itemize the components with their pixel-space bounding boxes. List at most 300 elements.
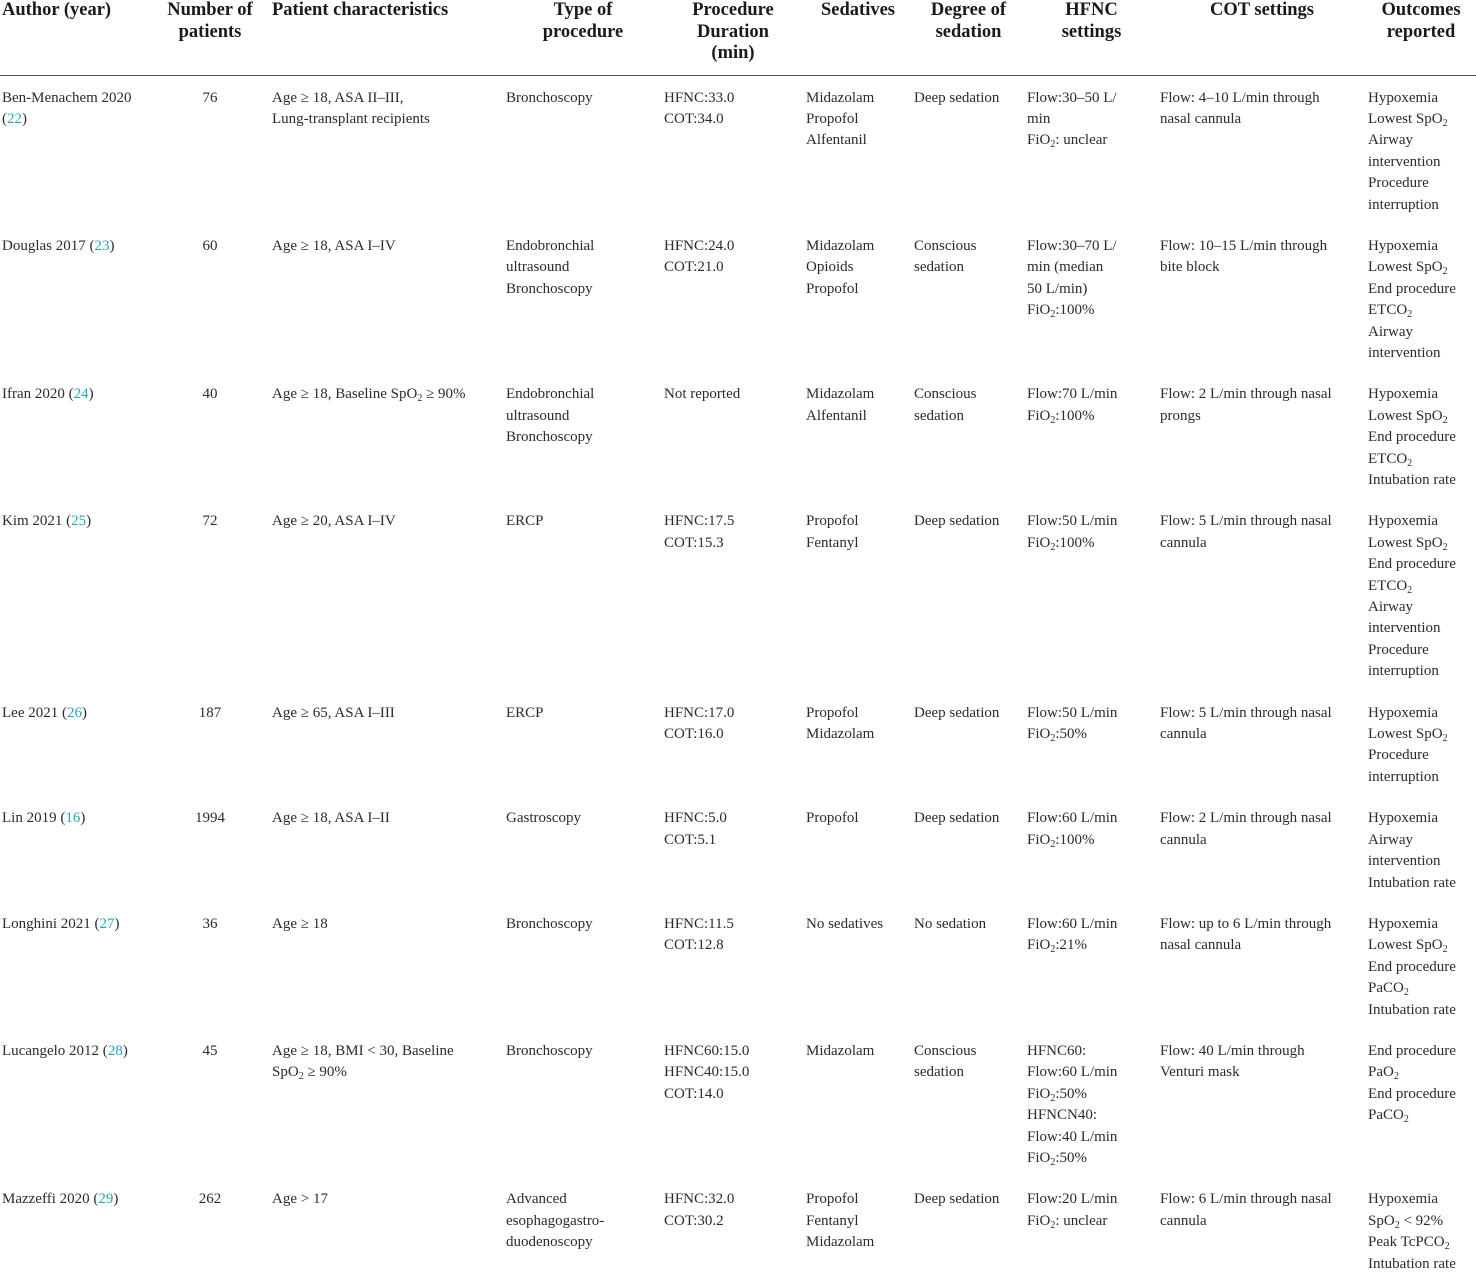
cell-line: FiO$_2$:100%: [1027, 407, 1095, 426]
patient-characteristics-cell: [270, 902, 504, 1029]
cell-line: interruption: [1368, 663, 1439, 680]
cell-line: HFNC:11.5: [664, 915, 734, 932]
table-row: [0, 1029, 1476, 1177]
cell-line: Conscious: [914, 1042, 977, 1059]
cell-line: Procedure: [1368, 747, 1429, 764]
cot-settings-cell: [1158, 224, 1366, 372]
cell-line: HFNC:32.0: [664, 1191, 735, 1208]
cell-line: $ETCO_2$: [1368, 577, 1413, 596]
cell-line: Not reported: [664, 386, 741, 403]
table-row: [0, 902, 1476, 1029]
cell-line: sedation: [914, 259, 964, 276]
degree-of-sedation-cell: [912, 902, 1025, 1029]
cell-line: HFNC40:15.0: [664, 1064, 750, 1081]
number-of-patients-cell: 76: [202, 89, 218, 106]
cell-line: End procedure: [1368, 280, 1456, 297]
reference-link[interactable]: 25: [71, 513, 87, 530]
hfnc-settings-cell: [1025, 902, 1158, 1029]
cell-line: Flow:30–70 L/: [1027, 237, 1117, 254]
cell-line: Lowest SpO$_2$: [1368, 937, 1448, 956]
cell-line: HFNC:33.0: [664, 89, 735, 106]
cell-line: COT:15.3: [664, 534, 724, 551]
cell-line: HFNC:5.0: [664, 810, 727, 827]
cell-line: Alfentanil: [806, 407, 867, 424]
cell-line: Lowest SpO$_2$: [1368, 259, 1448, 278]
author-year-text: Lee 2021 (26): [2, 704, 87, 721]
cell-line: Propofol: [806, 1191, 859, 1208]
patient-characteristics-cell: [270, 224, 504, 372]
author-year-text: Lucangelo 2012 (28): [2, 1042, 128, 1059]
reference-link[interactable]: 23: [94, 237, 110, 254]
patient-characteristics-cell: [270, 796, 504, 902]
table-header-row: [0, 0, 1476, 75]
cell-line: Bronchoscopy: [506, 429, 593, 446]
cell-line: sedation: [914, 407, 964, 424]
cell-line: Intubation rate: [1368, 1255, 1456, 1272]
cell-line: PaCO$_2$: [1368, 1107, 1409, 1126]
author-year-text: Mazzeffi 2020 (29): [2, 1191, 119, 1208]
cell-line: $ETCO_2$: [1368, 302, 1413, 321]
header-line: Number of: [167, 0, 253, 20]
header-procedure-duration: [662, 0, 804, 75]
cell-line: Deep sedation: [914, 704, 1000, 721]
cell-line: Age ≥ 18, ASA II–III,: [272, 89, 404, 106]
author-year-text: Ifran 2020 (24): [2, 386, 94, 403]
author-year-cell: [0, 75, 150, 224]
hfnc-settings-cell: [1025, 372, 1158, 499]
procedure-duration-cell: [662, 902, 804, 1029]
outcomes-reported-cell: [1366, 1029, 1476, 1177]
cell-line: Flow:70 L/min: [1027, 386, 1118, 403]
number-of-patients-cell: 36: [202, 915, 218, 932]
outcomes-reported-cell: [1366, 372, 1476, 499]
cell-line: End procedure: [1368, 1042, 1456, 1059]
sedatives-cell: [804, 372, 912, 499]
outcomes-reported-cell: [1366, 1177, 1476, 1283]
cell-line: Bronchoscopy: [506, 89, 593, 106]
cot-settings-cell: [1158, 1177, 1366, 1283]
patient-characteristics-cell: [270, 1029, 504, 1177]
cell-line: FiO$_2$:21%: [1027, 937, 1088, 956]
cell-line: Intubation rate: [1368, 874, 1456, 891]
cell-line: SpO$_2$ < 92%: [1368, 1212, 1444, 1231]
number-of-patients-cell: 45: [202, 1042, 218, 1059]
cot-settings-cell: [1158, 902, 1366, 1029]
cell-line: Midazolam: [806, 1234, 875, 1251]
sedatives-cell: [804, 1177, 912, 1283]
cell-line: Age ≥ 18, ASA I–II: [272, 810, 390, 827]
cell-line: Flow: up to 6 L/min through: [1160, 915, 1332, 932]
author-year-cell: [0, 1029, 150, 1177]
cot-settings-cell: [1158, 796, 1366, 902]
cell-line: prongs: [1160, 407, 1201, 424]
author-year-cell: [0, 372, 150, 499]
author-year-text: Douglas 2017 (23): [2, 237, 115, 254]
cell-line: No sedation: [914, 915, 987, 932]
patient-characteristics-cell: [270, 1177, 504, 1283]
outcomes-reported-cell: [1366, 691, 1476, 797]
cell-line: Flow:60 L/min: [1027, 810, 1118, 827]
cell-line: Hypoxemia: [1368, 704, 1438, 721]
sedatives-cell: [804, 499, 912, 690]
patient-characteristics-cell: [270, 372, 504, 499]
cell-line: Deep sedation: [914, 513, 1000, 530]
cell-line: Endobronchial: [506, 386, 595, 403]
type-of-procedure-cell: [504, 499, 662, 690]
cell-line: bite block: [1160, 259, 1220, 276]
header-cot-settings: [1158, 0, 1366, 75]
cell-line: interruption: [1368, 768, 1439, 785]
procedure-duration-cell: [662, 1029, 804, 1177]
cell-line: Deep sedation: [914, 810, 1000, 827]
type-of-procedure-cell: [504, 902, 662, 1029]
cell-line: FiO$_2$:50%: [1027, 1085, 1088, 1104]
cell-line: Venturi mask: [1160, 1064, 1240, 1081]
header-line: patients: [178, 21, 242, 42]
header-hfnc-settings: [1025, 0, 1158, 75]
cell-line: min (median: [1027, 259, 1104, 276]
cell-line: Gastroscopy: [506, 810, 581, 827]
cell-line: Flow:60 L/min: [1027, 1064, 1118, 1081]
reference-link[interactable]: 29: [98, 1191, 114, 1208]
cot-settings-cell: [1158, 372, 1366, 499]
cell-line: COT:12.8: [664, 937, 724, 954]
cell-line: Lowest SpO$_2$: [1368, 110, 1448, 129]
cell-line: End procedure: [1368, 1085, 1456, 1102]
cell-line: Fentanyl: [806, 1212, 859, 1229]
cell-line: Age ≥ 18, Baseline SpO$_2$ ≥ 90%: [272, 386, 466, 405]
table-row: [0, 224, 1476, 372]
outcomes-reported-cell: [1366, 796, 1476, 902]
cell-line: Airway: [1368, 132, 1413, 149]
cell-line: Procedure: [1368, 175, 1429, 192]
cell-line: Alfentanil: [806, 132, 867, 149]
header-line: COT settings: [1210, 0, 1314, 20]
header-number-of-patients: [150, 0, 270, 75]
cell-line: Flow: 2 L/min through nasal: [1160, 810, 1332, 827]
outcomes-reported-cell: [1366, 902, 1476, 1029]
cell-line: Conscious: [914, 386, 977, 403]
header-line: (min): [711, 43, 755, 63]
degree-of-sedation-cell: [912, 499, 1025, 690]
hfnc-settings-cell: [1025, 1029, 1158, 1177]
author-year-text: Longhini 2021 (27): [2, 915, 120, 932]
cell-line: FiO$_2$:100%: [1027, 302, 1095, 321]
cell-line: cannula: [1160, 831, 1207, 848]
hfnc-settings-cell: [1025, 691, 1158, 797]
cell-line: ultrasound: [506, 407, 570, 424]
cell-line: HFNC:17.0: [664, 704, 735, 721]
cell-line: Airway: [1368, 831, 1413, 848]
table-row: [0, 1177, 1476, 1283]
cell-line: Hypoxemia: [1368, 386, 1438, 403]
cell-line: $ETCO_2$: [1368, 450, 1413, 469]
header-line: Procedure: [692, 0, 774, 20]
cell-line: Midazolam: [806, 237, 875, 254]
header-line: settings: [1061, 21, 1122, 42]
cell-line: Lung-transplant recipients: [272, 110, 430, 127]
patient-characteristics-cell: [270, 499, 504, 690]
cell-line: nasal cannula: [1160, 937, 1242, 954]
cell-line: Intubation rate: [1368, 1001, 1456, 1018]
author-year-cell: [0, 499, 150, 690]
header-sedatives: [804, 0, 912, 75]
cell-line: min: [1027, 110, 1051, 127]
number-of-patients-cell: 1994: [195, 810, 225, 827]
cell-line: Flow: 4–10 L/min through: [1160, 89, 1320, 106]
cell-line: HFNC:24.0: [664, 237, 735, 254]
procedure-duration-cell: [662, 691, 804, 797]
cell-line: Midazolam: [806, 726, 875, 743]
type-of-procedure-cell: [504, 75, 662, 224]
cell-line: Opioids: [806, 259, 854, 276]
cell-line: Flow:50 L/min: [1027, 513, 1118, 530]
cell-line: HFNC:17.5: [664, 513, 735, 530]
header-line: reported: [1386, 21, 1456, 42]
table-row: [0, 75, 1476, 224]
author-year-text: Lin 2019 (16): [2, 810, 86, 827]
author-year-cell: [0, 796, 150, 902]
author-year-text: Ben-Menachem 2020 (22): [2, 89, 132, 127]
reference-link[interactable]: 24: [73, 386, 89, 403]
sedatives-cell: [804, 224, 912, 372]
header-line: sedation: [935, 21, 1002, 42]
cell-line: sedation: [914, 1064, 964, 1081]
outcomes-reported-cell: [1366, 224, 1476, 372]
cell-line: Endobronchial: [506, 237, 595, 254]
table-body: [0, 75, 1476, 1283]
type-of-procedure-cell: [504, 372, 662, 499]
cell-line: Flow: 10–15 L/min through: [1160, 237, 1328, 254]
cell-line: Procedure: [1368, 641, 1429, 658]
outcomes-reported-cell: [1366, 75, 1476, 224]
degree-of-sedation-cell: [912, 1177, 1025, 1283]
reference-link[interactable]: 22: [7, 110, 22, 127]
type-of-procedure-cell: [504, 1177, 662, 1283]
cell-line: Propofol: [806, 513, 859, 530]
author-year-cell: [0, 902, 150, 1029]
cell-line: FiO$_2$:50%: [1027, 726, 1088, 745]
cell-line: ultrasound: [506, 259, 570, 276]
cell-line: Age ≥ 18, ASA I–IV: [272, 237, 396, 254]
cell-line: Airway: [1368, 599, 1413, 616]
reference-link[interactable]: 26: [66, 704, 82, 721]
hfnc-settings-cell: [1025, 796, 1158, 902]
cell-line: FiO$_2$:100%: [1027, 831, 1095, 850]
header-author-year: [0, 0, 150, 75]
author-year-cell: [0, 1177, 150, 1283]
cell-line: ERCP: [506, 704, 544, 721]
header-line: Degree of: [930, 0, 1007, 20]
cell-line: Advanced: [506, 1191, 567, 1208]
patient-characteristics-cell: [270, 691, 504, 797]
cell-line: Flow: 5 L/min through nasal: [1160, 704, 1332, 721]
header-line: Sedatives: [821, 0, 895, 20]
cell-line: Flow: 6 L/min through nasal: [1160, 1191, 1332, 1208]
header-line: Type of: [553, 0, 613, 20]
cell-line: Propofol: [806, 280, 859, 297]
cell-line: Midazolam: [806, 386, 875, 403]
procedure-duration-cell: [662, 372, 804, 499]
cell-line: Propofol: [806, 110, 859, 127]
author-year-cell: [0, 224, 150, 372]
cell-line: Fentanyl: [806, 534, 859, 551]
cell-line: intervention: [1368, 853, 1441, 870]
sedatives-cell: [804, 691, 912, 797]
cell-line: Flow: 2 L/min through nasal: [1160, 386, 1332, 403]
cell-line: Age ≥ 20, ASA I–IV: [272, 513, 396, 530]
cell-line: COT:21.0: [664, 259, 724, 276]
cell-line: COT:5.1: [664, 831, 717, 848]
degree-of-sedation-cell: [912, 372, 1025, 499]
cell-line: intervention: [1368, 344, 1441, 361]
header-outcomes-reported: [1366, 0, 1476, 75]
cell-line: esophagogastro-: [506, 1212, 605, 1229]
cell-line: No sedatives: [806, 915, 884, 932]
cell-line: cannula: [1160, 1212, 1207, 1229]
cell-line: HFNCN40:: [1027, 1107, 1098, 1124]
outcomes-reported-cell: [1366, 499, 1476, 690]
cell-line: Age ≥ 18: [272, 915, 328, 932]
type-of-procedure-cell: [504, 1029, 662, 1177]
cell-line: Bronchoscopy: [506, 280, 593, 297]
cell-line: interruption: [1368, 196, 1439, 213]
cell-line: Airway: [1368, 323, 1413, 340]
hfnc-settings-cell: [1025, 75, 1158, 224]
cell-line: HFNC60:: [1027, 1042, 1087, 1059]
number-of-patients-cell: 187: [198, 704, 222, 721]
number-of-patients-cell: 72: [202, 513, 218, 530]
cell-line: FiO$_2$:100%: [1027, 534, 1095, 553]
author-year-cell: [0, 691, 150, 797]
cell-line: Midazolam: [806, 1042, 875, 1059]
hfnc-settings-cell: [1025, 499, 1158, 690]
cell-line: End procedure: [1368, 556, 1456, 573]
table-row: [0, 796, 1476, 902]
cell-line: intervention: [1368, 620, 1441, 637]
procedure-duration-cell: [662, 499, 804, 690]
reference-link[interactable]: 27: [99, 915, 115, 932]
cot-settings-cell: [1158, 75, 1366, 224]
header-line: Duration: [697, 21, 769, 42]
cell-line: COT:34.0: [664, 110, 724, 127]
cell-line: Lowest SpO$_2$: [1368, 534, 1448, 553]
patient-characteristics-cell: [270, 75, 504, 224]
cell-line: Flow: 5 L/min through nasal: [1160, 513, 1332, 530]
cell-line: Hypoxemia: [1368, 513, 1438, 530]
cell-line: End procedure: [1368, 429, 1456, 446]
cell-line: Flow:30–50 L/: [1027, 89, 1117, 106]
hfnc-settings-cell: [1025, 224, 1158, 372]
type-of-procedure-cell: [504, 796, 662, 902]
degree-of-sedation-cell: [912, 691, 1025, 797]
table-row: [0, 691, 1476, 797]
cot-settings-cell: [1158, 691, 1366, 797]
degree-of-sedation-cell: [912, 75, 1025, 224]
cell-line: Lowest SpO$_2$: [1368, 407, 1448, 426]
cell-line: Intubation rate: [1368, 472, 1456, 488]
cell-line: Hypoxemia: [1368, 810, 1438, 827]
cell-line: 50 L/min): [1027, 280, 1088, 297]
cell-line: Hypoxemia: [1368, 237, 1438, 254]
cell-line: cannula: [1160, 726, 1207, 743]
cell-line: FiO$_2$: unclear: [1027, 132, 1108, 151]
table-row: [0, 372, 1476, 499]
header-patient-characteristics: [270, 0, 504, 75]
cell-line: Bronchoscopy: [506, 1042, 593, 1059]
procedure-duration-cell: [662, 1177, 804, 1283]
header-line: HFNC: [1065, 0, 1118, 20]
procedure-duration-cell: [662, 796, 804, 902]
sedatives-cell: [804, 796, 912, 902]
header-line: Patient characteristics: [272, 0, 449, 20]
cell-line: duodenoscopy: [506, 1234, 593, 1251]
cell-line: HFNC60:15.0: [664, 1042, 750, 1059]
type-of-procedure-cell: [504, 691, 662, 797]
reference-link[interactable]: 28: [107, 1042, 123, 1059]
cell-line: SpO$_2$ ≥ 90%: [272, 1064, 347, 1083]
number-of-patients-cell: 40: [202, 386, 218, 403]
cell-line: Flow: 40 L/min through: [1160, 1042, 1305, 1059]
cell-line: Hypoxemia: [1368, 89, 1438, 106]
header-line: Author (year): [2, 0, 112, 20]
cell-line: COT:14.0: [664, 1085, 724, 1102]
cell-line: Flow:60 L/min: [1027, 915, 1118, 932]
cell-line: PaO$_2$: [1368, 1064, 1399, 1083]
cell-line: FiO$_2$: unclear: [1027, 1212, 1108, 1231]
cell-line: ERCP: [506, 513, 544, 530]
number-of-patients-cell: 60: [202, 237, 218, 254]
procedure-duration-cell: [662, 224, 804, 372]
procedure-duration-cell: [662, 75, 804, 224]
degree-of-sedation-cell: [912, 1029, 1025, 1177]
header-line: Outcomes: [1381, 0, 1461, 20]
cell-line: Age ≥ 18, BMI < 30, Baseline: [272, 1042, 454, 1059]
hfnc-settings-cell: [1025, 1177, 1158, 1283]
reference-link[interactable]: 16: [65, 810, 81, 827]
cell-line: PaCO$_2$: [1368, 980, 1409, 999]
degree-of-sedation-cell: [912, 224, 1025, 372]
cell-line: Flow:50 L/min: [1027, 704, 1118, 721]
cell-line: Peak TcPCO$_2$: [1368, 1234, 1450, 1253]
table-row: [0, 499, 1476, 690]
cell-line: Propofol: [806, 704, 859, 721]
sedatives-cell: [804, 902, 912, 1029]
cell-line: End procedure: [1368, 958, 1456, 975]
degree-of-sedation-cell: [912, 796, 1025, 902]
cell-line: Age > 17: [272, 1191, 328, 1208]
cell-line: Flow:40 L/min: [1027, 1128, 1118, 1145]
cell-line: nasal cannula: [1160, 110, 1242, 127]
cell-line: Propofol: [806, 810, 859, 827]
cot-settings-cell: [1158, 499, 1366, 690]
type-of-procedure-cell: [504, 224, 662, 372]
cell-line: Deep sedation: [914, 89, 1000, 106]
cell-line: intervention: [1368, 153, 1441, 170]
cell-line: Deep sedation: [914, 1191, 1000, 1208]
header-line: procedure: [542, 21, 624, 42]
number-of-patients-cell: 262: [198, 1191, 222, 1208]
cell-line: COT:16.0: [664, 726, 724, 743]
cell-line: Hypoxemia: [1368, 1191, 1438, 1208]
cell-line: Bronchoscopy: [506, 915, 593, 932]
cell-line: FiO$_2$:50%: [1027, 1149, 1088, 1168]
cell-line: Age ≥ 65, ASA I–III: [272, 704, 395, 721]
sedatives-cell: [804, 75, 912, 224]
author-year-text: Kim 2021 (25): [2, 513, 92, 530]
header-type-of-procedure: [504, 0, 662, 75]
cell-line: Midazolam: [806, 89, 875, 106]
